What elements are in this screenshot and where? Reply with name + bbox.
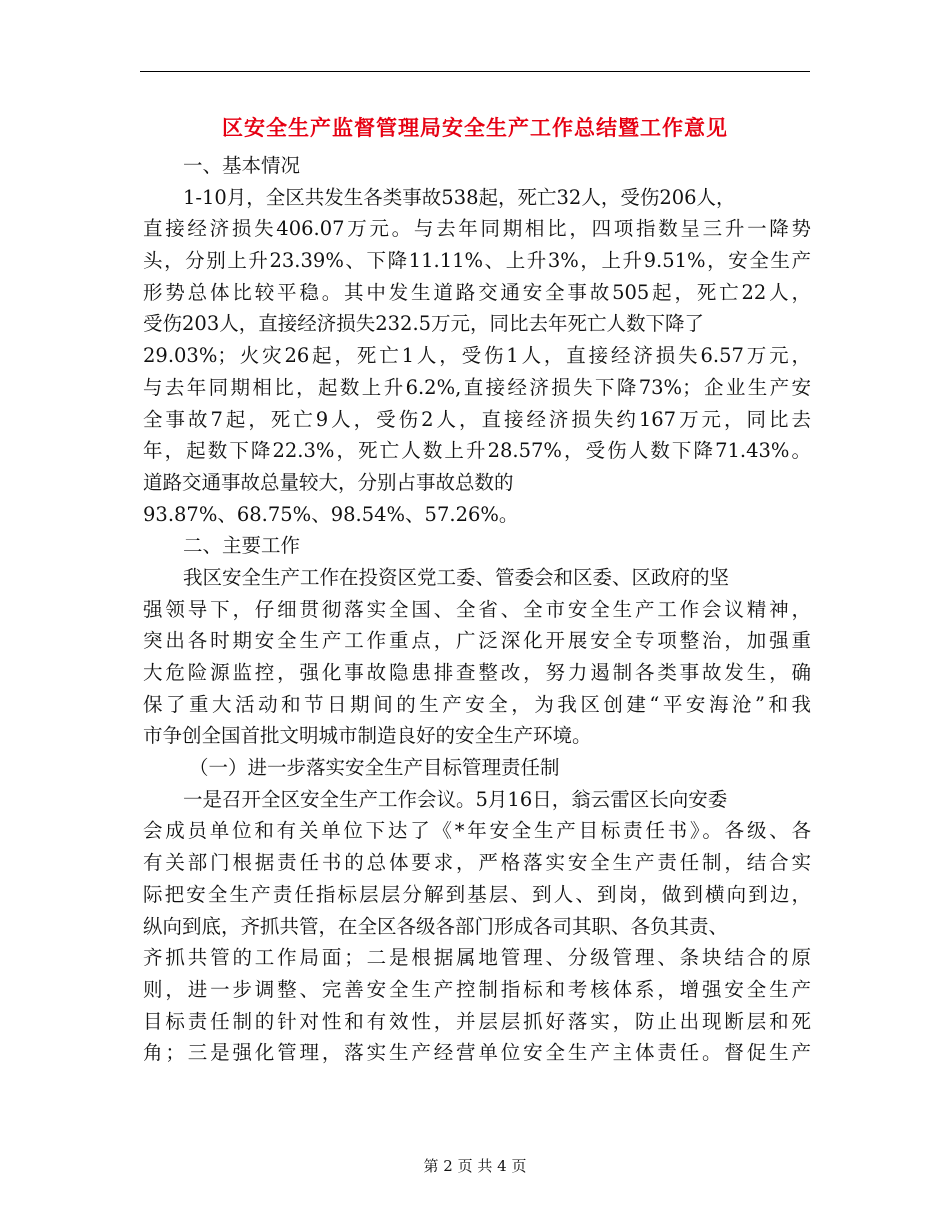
paragraph-line: 头，分别上升23.39%、下降11.11%、上升3%，上升9.51%，安全生产 [143, 249, 811, 273]
paragraph-line: 全事故7起，死亡9人，受伤2人，直接经济损失约167万元，同比去 [143, 407, 811, 431]
paragraph-line: 与去年同期相比，起数上升6.2%,直接经济损失下降73%；企业生产安 [143, 375, 811, 399]
paragraph-line: 93.87%、68.75%、98.54%、57.26%。 [143, 502, 519, 526]
header-rule [140, 71, 810, 72]
paragraph-line: 形势总体比较平稳。其中发生道路交通安全事故505起，死亡22人， [143, 280, 811, 304]
paragraph-line: 强领导下，仔细贯彻落实全国、全省、全市安全生产工作会议精神， [143, 597, 811, 621]
subsection-heading: （一）进一步落实安全生产目标管理责任制 [189, 756, 560, 780]
paragraph-line: 际把安全生产责任指标层层分解到基层、到人、到岗，做到横向到边， [143, 882, 811, 906]
paragraph-line: 突出各时期安全生产工作重点，广泛深化开展安全专项整治，加强重 [143, 629, 811, 653]
paragraph-line: 一是召开全区安全生产工作会议。5月16日，翁云雷区长向安委 [183, 787, 728, 811]
paragraph-line: 纵向到底，齐抓共管，在全区各级各部门形成各司其职、各负其责、 [143, 914, 729, 938]
page-number: 第 2 页 共 4 页 [423, 1157, 527, 1175]
paragraph-line: 大危险源监控，强化事故隐患排查整改，努力遏制各类事故发生，确 [143, 661, 811, 684]
paragraph-line: 我区安全生产工作在投资区党工委、管委会和区委、区政府的坚 [183, 565, 730, 589]
paragraph-line: 目标责任制的针对性和有效性，并层层抓好落实，防止出现断层和死 [143, 1009, 811, 1033]
paragraph-line: 直接经济损失406.07万元。与去年同期相比，四项指数呈三升一降势 [143, 217, 811, 241]
paragraph-line: 年，起数下降22.3%，死亡人数上升28.57%，受伤人数下降71.43%。 [143, 439, 811, 463]
paragraph-line: 角；三是强化管理，落实生产经营单位安全生产主体责任。督促生产 [143, 1041, 811, 1065]
paragraph-line: 1-10月，全区共发生各类事故538起，死亡32人，受伤206人， [183, 185, 736, 209]
paragraph-line: 受伤203人，直接经济损失232.5万元，同比去年死亡人数下降了 [143, 312, 705, 336]
paragraph-line: 29.03%；火灾26起，死亡1人，受伤1人，直接经济损失6.57万元， [143, 344, 811, 368]
document-body [143, 150, 811, 1069]
paragraph-line: 有关部门根据责任书的总体要求，严格落实安全生产责任制，结合实 [143, 851, 811, 875]
paragraph-line: 会成员单位和有关单位下达了《*年安全生产目标责任书》。各级、各 [143, 819, 811, 843]
paragraph-line: 则，进一步调整、完善安全生产控制指标和考核体系，增强安全生产 [143, 977, 811, 1001]
paragraph-line: 道路交通事故总量较大，分别占事故总数的 [143, 470, 514, 494]
section-heading-main-work: 二、主要工作 [183, 534, 301, 558]
paragraph-line: 保了重大活动和节日期间的生产安全，为我区创建“平安海沧”和我 [143, 692, 811, 716]
paragraph-line: 市争创全国首批文明城市制造良好的安全生产环境。 [143, 724, 592, 748]
paragraph-line: 齐抓共管的工作局面；二是根据属地管理、分级管理、条块结合的原 [143, 946, 811, 970]
section-heading-basic-situation: 一、基本情况 [183, 154, 301, 177]
document-title: 区安全生产监督管理局安全生产工作总结暨工作意见 [222, 115, 728, 140]
